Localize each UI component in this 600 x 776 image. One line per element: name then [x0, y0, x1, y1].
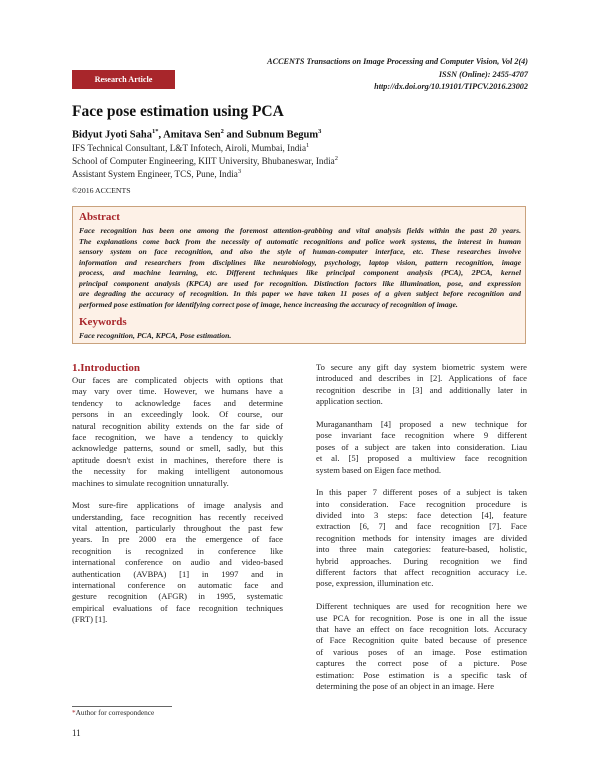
- body-text-line: To secure any gift day system biometric system were: [316, 362, 527, 372]
- body-text-line: aptitude doesn't exist in machines, therefore there is: [72, 454, 283, 465]
- footnote-star: *: [72, 708, 76, 717]
- body-text-line: years. In pre 2000 era the emergence of face: [72, 534, 283, 545]
- body-text-line: poses of a subject are taken into consideration. Liau: [316, 441, 527, 452]
- body-text-line: the necessity for making intelligent autonomous: [72, 466, 283, 477]
- body-text-line: captures the correct pose of a picture. Pose: [316, 658, 527, 669]
- journal-name: ACCENTS Transactions on Image Processing and Computer Vision, Vol 2(4): [267, 57, 528, 66]
- body-text-line: recognition is recognized in conference like: [72, 545, 283, 556]
- body-text-line: hybrid approaches. During recognition we find: [316, 555, 527, 566]
- body-text-line: Different techniques are used for recognition here we: [316, 601, 527, 612]
- body-text-line: et al. [5] proposed a multiview face recognition: [316, 453, 527, 464]
- abstract-line: information and researchers from disciplines like neurobiology, psychology, laptop vision, pattern recognition, image: [79, 257, 521, 267]
- affiliation-line: School of Computer Engineering, KIIT University, Bhubaneswar, India$^2$: [72, 155, 338, 167]
- abstract-heading: Abstract: [79, 211, 120, 223]
- body-text-line: pose invariant face recognition where 9 different: [316, 430, 527, 441]
- body-text-line: different factors that affect recognition accuracy i.e.: [316, 567, 527, 578]
- body-text-line: empirical evaluations of face recognition techniques: [72, 602, 283, 613]
- affiliation-line: Assistant System Engineer, TCS, Pune, India$^3$: [72, 168, 242, 180]
- body-text-line: determining the pose of an object in an image. Here: [316, 680, 495, 691]
- body-text-line: Our faces are complicated objects with options that: [72, 375, 283, 385]
- keywords-text: Face recognition, PCA, KPCA, Pose estimation.: [79, 331, 232, 340]
- author-name: Subnum Begum: [246, 129, 319, 141]
- abstract-line: principal component analysis (KPCA) are used for recognition. Distinction factors like illumination, pose, and expression: [79, 278, 521, 288]
- author-affiliation-mark: 1*: [151, 128, 159, 135]
- abstract-line: performed pose estimation for identifying correct pose of image, hence increasing the accuracy of recognition of image.: [79, 299, 458, 309]
- body-text-line: international conference on audio and video-based: [72, 557, 283, 568]
- body-text-line: introduced and describes in [2]. Applications of face: [316, 373, 527, 384]
- body-text-line: recognition methods for intensity images are divided: [316, 532, 527, 543]
- affiliation-line: IFS Technical Consultant, L&T Infotech, Airoli, Mumbai, India$^1$: [72, 142, 310, 154]
- body-text-line: into three main categories: feature-based, holistic,: [316, 544, 527, 555]
- section-heading: 1.Introduction: [72, 362, 140, 374]
- author-affiliation-mark: 3: [318, 128, 322, 135]
- abstract-line: sensory system on face recognition, and also the style of human-computer interface, etc. These researches involve: [79, 247, 521, 256]
- body-text-line: vital attention, particularly throughout the past few: [72, 523, 283, 534]
- author-affiliation-mark: 2: [220, 128, 224, 135]
- journal-header: [168, 56, 528, 94]
- abstract-box: [72, 206, 526, 344]
- body-text-line: gesture recognition (AFGR) in 1995, systematic: [72, 591, 283, 602]
- body-text-line: into consideration. Face recognition procedure is: [316, 498, 527, 509]
- body-text-line: persons in an exceedingly look. Of course, our: [72, 409, 283, 420]
- author-name: Bidyut Jyoti Saha: [72, 129, 152, 141]
- footnote-text: Author for correspondence: [75, 708, 155, 717]
- body-text-line: understanding, face recognition has recently received: [72, 511, 283, 522]
- body-text-line: authentication (AVBPA) [1] in 1997 and in: [72, 568, 283, 579]
- body-text-line: extraction [6, 7] and face recognition [7]. Face: [316, 521, 527, 532]
- author-separator: and: [223, 129, 247, 141]
- body-text-line: of Face Recognition quite bated because of presence: [316, 635, 527, 646]
- body-text-line: international conference on automatic face and: [72, 580, 283, 591]
- footnote: [72, 708, 154, 717]
- author-name: Amitava Sen: [163, 129, 221, 141]
- body-text-line: recognition describe in [3] and additionally later in: [316, 384, 527, 395]
- body-text-line: system based on Eigen face method.: [316, 464, 442, 475]
- abstract-line: The explanations come back from the necessity of automatic recognitions and police work systems, the interest in human: [79, 236, 521, 246]
- body-text-line: natural recognition ability extends on the far side of: [72, 420, 283, 431]
- abstract-line: Face recognition has been one among the foremost attention-grabbing and vital analysis fields within the past 20 years.: [79, 226, 521, 235]
- right-text-column: [316, 362, 527, 692]
- body-text-line: may vary over time. However, we humans have a: [72, 386, 283, 397]
- body-text-line: tendency to acknowledge faces and determine: [72, 397, 283, 408]
- body-text-line: (FRT) [1].: [72, 614, 108, 625]
- abstract-line: process, and machine learning, etc. Different techniques like principal component analysis (PCA), 2PCA, kernel: [79, 268, 521, 277]
- body-text-line: machines to simulate recognition unnaturally.: [72, 477, 229, 488]
- body-text-line: that have an effect on face recognition lots. Accuracy: [316, 623, 527, 634]
- body-text-line: Most sure-fire applications of image analysis and: [72, 500, 283, 511]
- body-text-line: divided into 3 steps: face detection [4], feature: [316, 510, 527, 521]
- body-text-line: application section.: [316, 396, 383, 407]
- article-type-badge: Research Article: [72, 70, 175, 89]
- copyright-notice: ©2016 ACCENTS: [72, 186, 131, 195]
- paper-title: Face pose estimation using PCA: [72, 103, 284, 120]
- body-text-line: estimation: Pose estimation is a specific task of: [316, 669, 527, 680]
- body-text-line: use PCA for recognition. Pose is one in all the issue: [316, 612, 527, 623]
- body-text-line: face recognition, we have a tendency to quickly: [72, 431, 283, 442]
- author-separator: ,: [158, 129, 164, 141]
- body-text-line: of various poses of an image. Pose estimation: [316, 646, 527, 657]
- body-text-line: In this paper 7 different poses of a subject is taken: [316, 487, 527, 498]
- journal-issn: ISSN (Online): 2455-4707: [438, 69, 528, 79]
- body-text-line: acknowledge patterns, sound or smell, sadly, but this: [72, 443, 283, 454]
- body-text-line: Muraganantham [4] proposed a new technique for: [316, 418, 527, 429]
- keywords-heading: Keywords: [79, 316, 127, 328]
- footnote-rule: [72, 706, 172, 707]
- left-text-column: [72, 375, 283, 626]
- body-text-line: pose, expression, illumination etc.: [316, 578, 434, 589]
- page-number: 11: [72, 728, 81, 738]
- abstract-line: are degrading the accuracy of recognition. In this paper we have taken 11 poses of a given subject before recognition and: [79, 289, 521, 298]
- author-list: [72, 128, 321, 141]
- journal-doi-link[interactable]: http://dx.doi.org/10.19101/TIPCV.2016.23002: [374, 82, 528, 91]
